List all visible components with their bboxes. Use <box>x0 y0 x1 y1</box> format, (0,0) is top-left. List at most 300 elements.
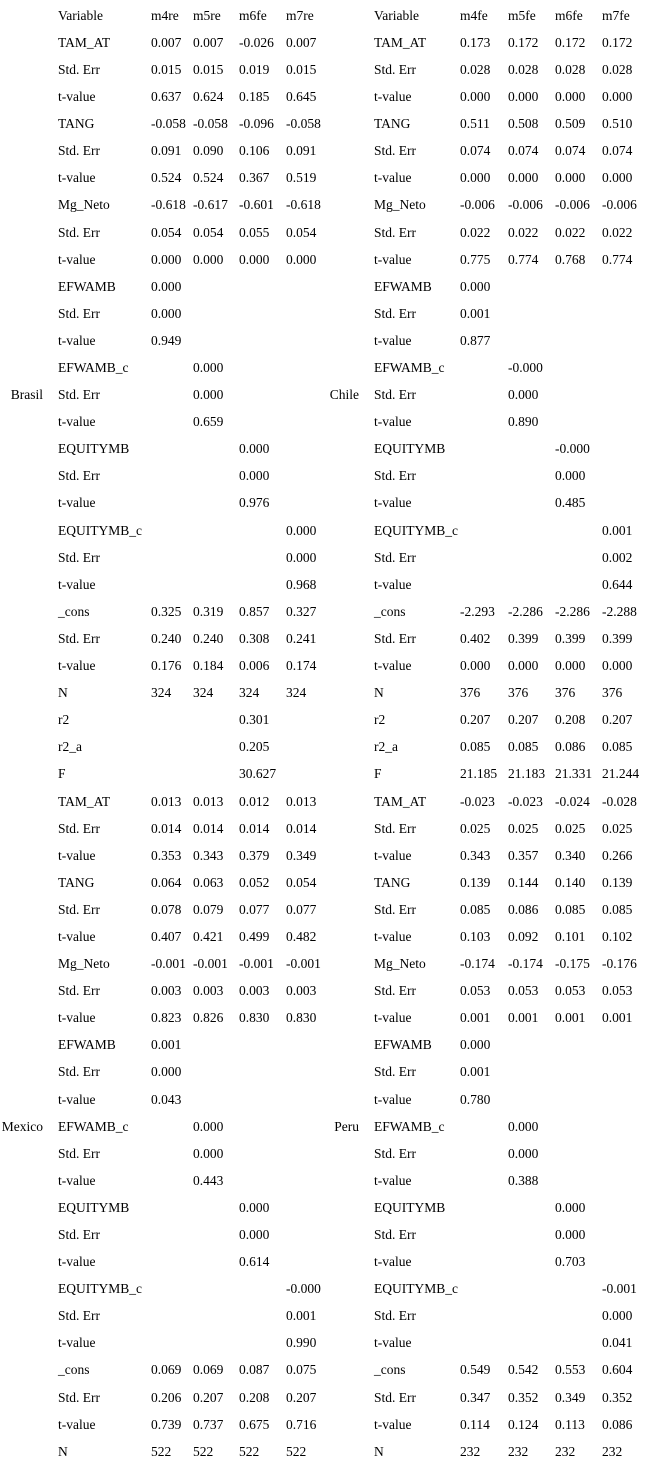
value-cell: 0.485 <box>555 495 586 511</box>
table-row <box>324 815 648 842</box>
row-label: Std. Err <box>58 143 100 159</box>
table-row <box>324 192 648 219</box>
value-cell: 0.028 <box>460 61 491 77</box>
row-label: EFWAMB <box>374 1037 432 1053</box>
value-cell: 0.086 <box>508 901 539 917</box>
value-cell: 376 <box>602 685 623 701</box>
row-label: Std. Err <box>374 549 416 565</box>
value-cell: 0.352 <box>602 1389 633 1405</box>
table-row <box>324 1303 648 1330</box>
value-cell: 0.823 <box>151 1010 182 1026</box>
row-label: TAM_AT <box>374 793 427 809</box>
value-cell: 0.000 <box>555 89 586 105</box>
row-label: EQUITYMB_c <box>58 522 142 538</box>
value-cell: -2.288 <box>602 603 637 619</box>
table-row <box>0 300 324 327</box>
value-cell: 0.509 <box>555 116 586 132</box>
table-row <box>324 219 648 246</box>
value-cell: 0.003 <box>239 983 270 999</box>
value-cell: -0.006 <box>508 197 543 213</box>
value-cell: 0.482 <box>286 928 317 944</box>
table-row <box>0 598 324 625</box>
table-row <box>0 788 324 815</box>
table-row <box>0 1059 324 1086</box>
table-row <box>0 192 324 219</box>
value-cell: 0.000 <box>239 468 270 484</box>
value-cell: 0.890 <box>508 414 539 430</box>
value-cell: 0.085 <box>602 739 633 755</box>
value-cell: 0.000 <box>193 1118 224 1134</box>
table-row <box>324 327 648 354</box>
row-label: Std. Err <box>374 630 416 646</box>
table-row <box>324 571 648 598</box>
table-row <box>324 165 648 192</box>
value-cell: 0.402 <box>460 630 491 646</box>
value-cell: 0.053 <box>602 983 633 999</box>
row-label: t-value <box>374 1416 412 1432</box>
value-cell: 0.000 <box>239 251 270 267</box>
value-cell: 0.054 <box>151 224 182 240</box>
table-row <box>0 571 324 598</box>
table-row <box>0 761 324 788</box>
value-cell: 0.007 <box>193 34 224 50</box>
value-cell: 0.003 <box>193 983 224 999</box>
value-cell: 0.086 <box>555 739 586 755</box>
row-label: EQUITYMB <box>58 441 130 457</box>
value-cell: 0.949 <box>151 332 182 348</box>
value-cell: 0.074 <box>602 143 633 159</box>
value-cell: 0.614 <box>239 1254 270 1270</box>
value-cell: 0.077 <box>239 901 270 917</box>
value-cell: 376 <box>508 685 529 701</box>
value-cell: 0.001 <box>460 1064 491 1080</box>
value-cell: 0.003 <box>151 983 182 999</box>
row-label: t-value <box>58 89 96 105</box>
row-label: Std. Err <box>58 468 100 484</box>
value-cell: -0.174 <box>508 956 543 972</box>
row-label: _cons <box>374 603 406 619</box>
value-cell: 0.000 <box>508 658 539 674</box>
row-label: TANG <box>58 116 95 132</box>
table-row <box>324 679 648 706</box>
value-cell: 0.014 <box>286 820 317 836</box>
value-cell: 0.347 <box>460 1389 491 1405</box>
table-row <box>324 1167 648 1194</box>
value-cell: 232 <box>460 1443 481 1459</box>
row-label: t-value <box>374 1091 412 1107</box>
value-cell: 0.085 <box>460 901 491 917</box>
value-cell: 0.022 <box>460 224 491 240</box>
value-cell: 0.054 <box>286 224 317 240</box>
model-column-header: m7fe <box>602 7 630 23</box>
value-cell: 0.001 <box>460 1010 491 1026</box>
value-cell: 0.028 <box>602 61 633 77</box>
table-row <box>0 436 324 463</box>
value-cell: 0.085 <box>555 901 586 917</box>
table-row <box>324 923 648 950</box>
table-row <box>0 734 324 761</box>
value-cell: 0.085 <box>602 901 633 917</box>
value-cell: 0.124 <box>508 1416 539 1432</box>
table-row <box>324 436 648 463</box>
row-label: t-value <box>58 1335 96 1351</box>
row-label: Std. Err <box>58 630 100 646</box>
table-row <box>324 1194 648 1221</box>
value-cell: 376 <box>460 685 481 701</box>
table-row <box>324 83 648 110</box>
value-cell: 324 <box>286 685 307 701</box>
table-row <box>324 137 648 164</box>
value-cell: 0.014 <box>239 820 270 836</box>
value-cell: 0.604 <box>602 1362 633 1378</box>
table-row <box>324 788 648 815</box>
table-row <box>0 110 324 137</box>
value-cell: -2.293 <box>460 603 495 619</box>
value-cell: 0.830 <box>239 1010 270 1026</box>
value-cell: -0.006 <box>460 197 495 213</box>
value-cell: 0.000 <box>508 1118 539 1134</box>
table-row <box>324 1384 648 1411</box>
value-cell: 0.064 <box>151 874 182 890</box>
row-label: Std. Err <box>58 549 100 565</box>
table-row <box>0 625 324 652</box>
value-cell: 0.000 <box>555 658 586 674</box>
value-cell: 0.000 <box>508 1145 539 1161</box>
value-cell: 0.774 <box>508 251 539 267</box>
value-cell: 0.207 <box>460 712 491 728</box>
table-row <box>324 300 648 327</box>
value-cell: 0.172 <box>602 34 633 50</box>
table-row <box>324 1004 648 1031</box>
table-row <box>324 1059 648 1086</box>
table-row <box>0 1086 324 1113</box>
country-label: Brasil <box>10 387 43 403</box>
row-label: t-value <box>374 1010 412 1026</box>
table-row <box>324 517 648 544</box>
table-row <box>324 896 648 923</box>
value-cell: 0.508 <box>508 116 539 132</box>
table-row <box>0 842 324 869</box>
value-cell: 0.000 <box>460 278 491 294</box>
table-row <box>324 110 648 137</box>
table-row <box>324 56 648 83</box>
table-row <box>324 652 648 679</box>
value-cell: 0.000 <box>239 1227 270 1243</box>
value-cell: 0.000 <box>460 170 491 186</box>
row-label: Std. Err <box>374 305 416 321</box>
row-label: Std. Err <box>374 143 416 159</box>
value-cell: 0.205 <box>239 739 270 755</box>
row-label: _cons <box>58 1362 90 1378</box>
row-label: EQUITYMB_c <box>374 522 458 538</box>
value-cell: 0.000 <box>602 1308 633 1324</box>
table-row <box>324 1032 648 1059</box>
value-cell: 0.025 <box>460 820 491 836</box>
row-label: Std. Err <box>374 901 416 917</box>
table-row <box>0 327 324 354</box>
table-row <box>0 1330 324 1357</box>
value-cell: 0.421 <box>193 928 224 944</box>
value-cell: 0.001 <box>286 1308 317 1324</box>
value-cell: 21.183 <box>508 766 546 782</box>
row-label: Std. Err <box>58 387 100 403</box>
table-row <box>0 977 324 1004</box>
value-cell: -0.058 <box>286 116 321 132</box>
row-label: Mg_Neto <box>374 197 426 213</box>
value-cell: 0.207 <box>508 712 539 728</box>
value-cell: 0.443 <box>193 1172 224 1188</box>
value-cell: 0.000 <box>508 170 539 186</box>
row-label: t-value <box>58 170 96 186</box>
table-row <box>324 1411 648 1438</box>
value-cell: 0.000 <box>193 251 224 267</box>
value-cell: 0.028 <box>508 61 539 77</box>
row-label: EFWAMB <box>374 278 432 294</box>
value-cell: 0.830 <box>286 1010 317 1026</box>
value-cell: -0.006 <box>602 197 637 213</box>
table-row <box>0 1221 324 1248</box>
table-row <box>0 950 324 977</box>
row-label: Std. Err <box>58 1389 100 1405</box>
table-row <box>324 1221 648 1248</box>
value-cell: 0.542 <box>508 1362 539 1378</box>
table-row <box>0 652 324 679</box>
value-cell: -0.006 <box>555 197 590 213</box>
value-cell: 0.053 <box>508 983 539 999</box>
table-row <box>324 246 648 273</box>
value-cell: 0.173 <box>460 34 491 50</box>
value-cell: 0.043 <box>151 1091 182 1107</box>
row-label: t-value <box>374 658 412 674</box>
model-column-header: m5fe <box>508 7 536 23</box>
table-row <box>0 83 324 110</box>
row-label: TAM_AT <box>58 34 111 50</box>
value-cell: 0.185 <box>239 89 270 105</box>
value-cell: 0.172 <box>555 34 586 50</box>
row-label: r2 <box>58 712 70 728</box>
value-cell: 21.185 <box>460 766 498 782</box>
table-row <box>0 815 324 842</box>
row-label: EQUITYMB_c <box>374 1281 458 1297</box>
value-cell: -0.617 <box>193 197 228 213</box>
row-label: Std. Err <box>374 468 416 484</box>
value-cell: 0.079 <box>193 901 224 917</box>
value-cell: 0.006 <box>239 658 270 674</box>
table-row <box>0 544 324 571</box>
value-cell: -2.286 <box>555 603 590 619</box>
value-cell: -0.058 <box>193 116 228 132</box>
row-label: t-value <box>58 495 96 511</box>
value-cell: 0.353 <box>151 847 182 863</box>
value-cell: 0.028 <box>555 61 586 77</box>
model-column-header: m7re <box>286 7 314 23</box>
row-label: EQUITYMB <box>374 1199 446 1215</box>
model-column-header: m6fe <box>239 7 267 23</box>
row-label: Std. Err <box>58 901 100 917</box>
value-cell: 0.877 <box>460 332 491 348</box>
row-label: t-value <box>58 576 96 592</box>
row-label: EFWAMB_c <box>374 1118 445 1134</box>
value-cell: 324 <box>151 685 172 701</box>
value-cell: 0.001 <box>602 1010 633 1026</box>
row-label: TAM_AT <box>58 793 111 809</box>
value-cell: 0.091 <box>286 143 317 159</box>
row-label: EQUITYMB_c <box>58 1281 142 1297</box>
row-label: t-value <box>58 1416 96 1432</box>
value-cell: 0.407 <box>151 928 182 944</box>
value-cell: 0.675 <box>239 1416 270 1432</box>
value-cell: 0.206 <box>151 1389 182 1405</box>
value-cell: -0.001 <box>193 956 228 972</box>
table-row <box>0 246 324 273</box>
value-cell: -0.175 <box>555 956 590 972</box>
table-row <box>324 273 648 300</box>
row-label: Std. Err <box>58 1308 100 1324</box>
value-cell: 232 <box>555 1443 576 1459</box>
value-cell: -0.024 <box>555 793 590 809</box>
table-row <box>324 1330 648 1357</box>
value-cell: 0.000 <box>460 89 491 105</box>
value-cell: 0.001 <box>151 1037 182 1053</box>
value-cell: 0.007 <box>286 34 317 50</box>
value-cell: 0.780 <box>460 1091 491 1107</box>
value-cell: 0.644 <box>602 576 633 592</box>
value-cell: 0.319 <box>193 603 224 619</box>
value-cell: 0.325 <box>151 603 182 619</box>
row-label: t-value <box>58 414 96 430</box>
row-label: Std. Err <box>58 820 100 836</box>
country-label: Mexico <box>1 1118 43 1134</box>
value-cell: 0.739 <box>151 1416 182 1432</box>
row-label: t-value <box>374 495 412 511</box>
value-cell: 0.041 <box>602 1335 633 1351</box>
table-row <box>0 679 324 706</box>
value-cell: -0.001 <box>239 956 274 972</box>
value-cell: 0.774 <box>602 251 633 267</box>
table-row <box>0 1438 324 1465</box>
value-cell: 232 <box>602 1443 623 1459</box>
table-row <box>324 706 648 733</box>
value-cell: 0.085 <box>460 739 491 755</box>
value-cell: 0.737 <box>193 1416 224 1432</box>
table-row <box>324 354 648 381</box>
table-row <box>0 1167 324 1194</box>
table-row <box>0 1194 324 1221</box>
table-row <box>0 1248 324 1275</box>
value-cell: 0.054 <box>193 224 224 240</box>
table-row <box>324 544 648 571</box>
value-cell: -0.001 <box>602 1281 637 1297</box>
row-label: r2 <box>374 712 386 728</box>
value-cell: 0.000 <box>239 441 270 457</box>
country-label: Peru <box>334 1118 359 1134</box>
value-cell: 0.172 <box>508 34 539 50</box>
row-label: EFWAMB <box>58 278 116 294</box>
value-cell: 0.240 <box>151 630 182 646</box>
table-row <box>324 408 648 435</box>
value-cell: 0.015 <box>151 61 182 77</box>
header-row <box>324 2 648 29</box>
value-cell: -0.618 <box>151 197 186 213</box>
value-cell: 0.077 <box>286 901 317 917</box>
value-cell: 0.063 <box>193 874 224 890</box>
row-label: N <box>374 1443 384 1459</box>
table-row <box>0 896 324 923</box>
variable-column-header: Variable <box>374 7 419 23</box>
row-label: TAM_AT <box>374 34 427 50</box>
value-cell: 21.331 <box>555 766 593 782</box>
value-cell: 0.343 <box>460 847 491 863</box>
value-cell: 0.000 <box>460 658 491 674</box>
model-column-header: m6fe <box>555 7 583 23</box>
value-cell: 0.343 <box>193 847 224 863</box>
value-cell: -0.096 <box>239 116 274 132</box>
table-row <box>0 381 324 408</box>
value-cell: 0.826 <box>193 1010 224 1026</box>
value-cell: 0.139 <box>602 874 633 890</box>
value-cell: 0.524 <box>151 170 182 186</box>
value-cell: -0.058 <box>151 116 186 132</box>
value-cell: 0.091 <box>151 143 182 159</box>
value-cell: 0.053 <box>555 983 586 999</box>
value-cell: 0.000 <box>286 522 317 538</box>
table-row <box>324 1086 648 1113</box>
value-cell: 0.113 <box>555 1416 585 1432</box>
row-label: Std. Err <box>58 983 100 999</box>
value-cell: 0.000 <box>239 1199 270 1215</box>
table-row <box>0 29 324 56</box>
row-label: t-value <box>374 847 412 863</box>
value-cell: 0.241 <box>286 630 317 646</box>
value-cell: 0.990 <box>286 1335 317 1351</box>
row-label: TANG <box>374 874 411 890</box>
row-label: t-value <box>58 847 96 863</box>
value-cell: 0.001 <box>460 305 491 321</box>
table-row <box>0 1032 324 1059</box>
row-label: EFWAMB <box>58 1037 116 1053</box>
value-cell: 0.015 <box>193 61 224 77</box>
value-cell: 0.078 <box>151 901 182 917</box>
value-cell: 0.775 <box>460 251 491 267</box>
row-label: EFWAMB_c <box>58 360 129 376</box>
value-cell: 0.090 <box>193 143 224 159</box>
value-cell: 0.144 <box>508 874 539 890</box>
value-cell: 0.069 <box>193 1362 224 1378</box>
row-label: t-value <box>58 1010 96 1026</box>
value-cell: 0.075 <box>286 1362 317 1378</box>
row-label: Mg_Neto <box>58 956 110 972</box>
model-column-header: m4re <box>151 7 179 23</box>
row-label: N <box>58 1443 68 1459</box>
value-cell: 232 <box>508 1443 529 1459</box>
country-label: Chile <box>329 387 359 403</box>
value-cell: 0.140 <box>555 874 586 890</box>
row-label: t-value <box>374 1172 412 1188</box>
value-cell: 0.103 <box>460 928 491 944</box>
row-label: t-value <box>374 1335 412 1351</box>
value-cell: 0.976 <box>239 495 270 511</box>
value-cell: 0.001 <box>555 1010 586 1026</box>
value-cell: 0.327 <box>286 603 317 619</box>
value-cell: 0.000 <box>602 89 633 105</box>
value-cell: -0.601 <box>239 197 274 213</box>
row-label: F <box>374 766 382 782</box>
value-cell: 0.379 <box>239 847 270 863</box>
row-label: Std. Err <box>374 983 416 999</box>
value-cell: 522 <box>193 1443 214 1459</box>
value-cell: 0.207 <box>193 1389 224 1405</box>
row-label: Std. Err <box>374 61 416 77</box>
